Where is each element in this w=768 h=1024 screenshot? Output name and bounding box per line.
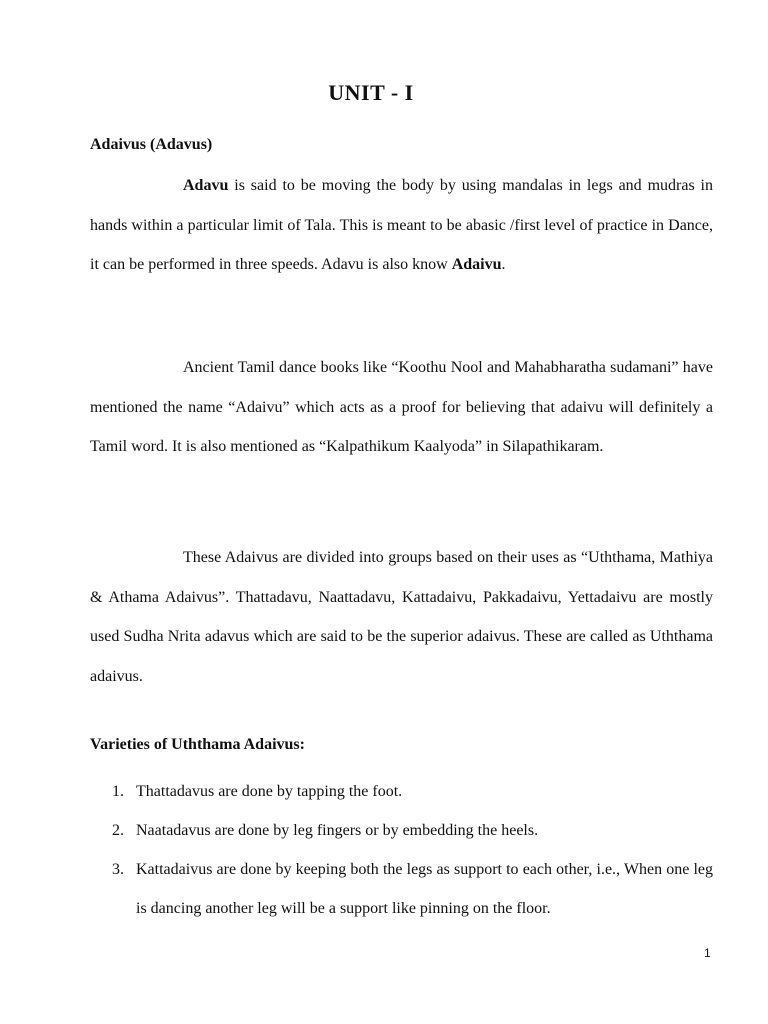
paragraph-adaivu-groups	[90, 538, 713, 696]
paragraph-adavu-definition	[90, 166, 713, 285]
page-number: 1	[704, 946, 711, 960]
paragraph-text: is said to be moving the body by using mandalas in legs and mudras in hands within a particular limit of Tala. This is meant to be abasic /first level of practice in Dance, it can be performed in three speeds. Adavu is also know	[90, 177, 713, 273]
list-item-text: Kattadaivus are done by keeping both the legs as support to each other, i.e., When one leg is dancing another leg will be a support like pinning on the floor.	[136, 861, 713, 917]
list-item	[90, 772, 713, 811]
list-item	[90, 850, 713, 928]
list-item-number: 2.	[112, 822, 124, 839]
list-item	[90, 811, 713, 850]
list-item-text: Naatadavus are done by leg fingers or by embedding the heels.	[136, 822, 539, 839]
paragraph-text: These Adaivus are divided into groups based on their uses as “Uththama, Mathiya & Athama Adaivus”. Thattadavu, Naattadavu, Kattadaivu, Pakkadaivu, Yettadaivu are mostly used Sudha Nrita adavus which are said to be the superior adaivus. These are called as Uththama adaivus.	[90, 549, 713, 685]
paragraph-end: .	[501, 256, 506, 273]
list-item-number: 1.	[112, 783, 124, 800]
paragraph-text: Ancient Tamil dance books like “Koothu Nool and Mahabharatha sudamani” have mentioned the name “Adaivu” which acts as a proof for believing that adaivu will definitely a Tamil word. It is also mentioned as “Kalpathikum Kaalyoda” in Silapathikaram.	[90, 359, 713, 455]
term-adavu: Adavu	[183, 177, 229, 194]
list-item-number: 3.	[112, 861, 124, 878]
varieties-list	[90, 772, 713, 928]
list-item-text: Thattadavus are done by tapping the foot.	[136, 783, 403, 800]
page-title: UNIT - I	[328, 80, 414, 105]
section-heading-varieties: Varieties of Uththama Adaivus:	[90, 736, 305, 753]
term-adaivu: Adaivu	[451, 256, 502, 273]
paragraph-ancient-books	[90, 348, 713, 467]
section-heading-adaivus: Adaivus (Adavus)	[90, 136, 213, 153]
